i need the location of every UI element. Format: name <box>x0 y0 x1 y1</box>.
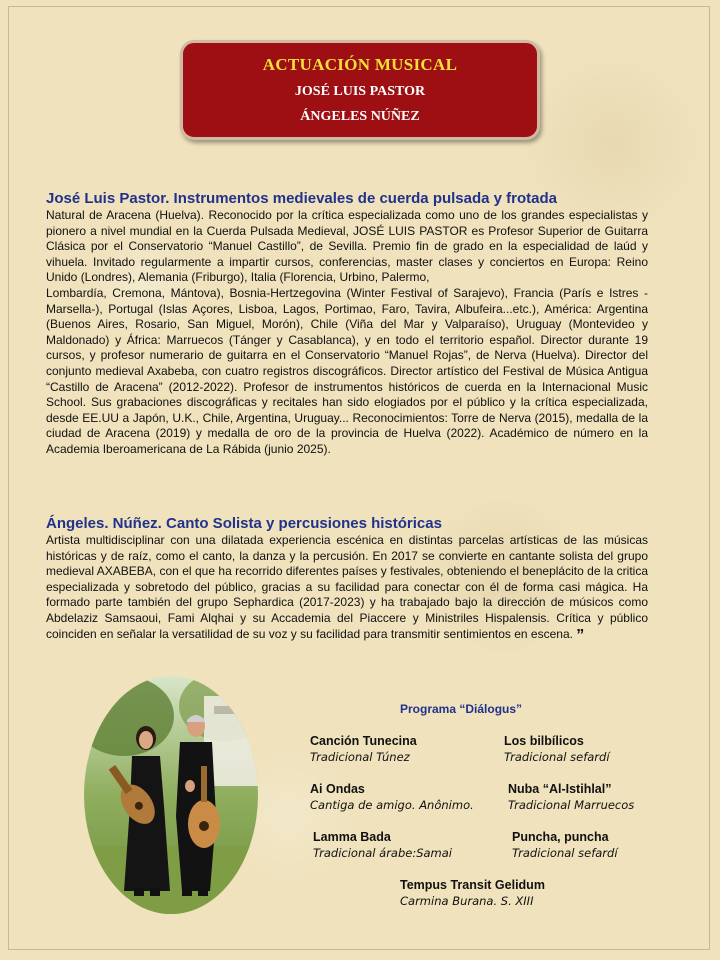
bio-1-paragraph-2: Lombardía, Cremona, Mántova), Bosnia-Hertzegovina (Winter Festival of Sarajevo), Francia (París e Istres -Marsella-), Portugal (Islas Açores, Lisboa, Lagos, Portimao, Faro, Tavira, Albufeira...etc.), América: Argentina (Buenos Aires, Rosario, San Miguel, Morón), Chile (Viña del Mar y Valparaíso), Uruguay (Montevideo y Maldonado) y África: Marruecos (Tánger y Casablanca), y en todo el territorio español. Director durante 19 cursos, y profesor numerario de guitarra en el Conservatorio “Manuel Rojas”, de Nerva (Huelva). Director del conjunto medieval Axabeba, con cuatro registros discográficos. Director artístico del Festival de Música Antigua “Castillo de Aracena” (2012-2022). Profesor de instrumentos históricos de cuerda en la Internacional Music School. Sus grabaciones discográficas y recitales han sido elogiados por el público y la crítica especializada, desde EE.UU a Japón, U.K., Chile, Argentina, Uruguay... Reconocimientos: Torre de Nerva (2015), medalla de la ciudad de Aracena (2019) y medalla de oro de la provincia de Huelva (2022). Académico de número en la Academia Iberoamericana de La Rábida (junio 2025). <box>46 285 648 456</box>
bio-2-body <box>46 533 648 643</box>
piece-title: Canción Tunecina <box>310 734 417 748</box>
piece-title: Ai Ondas <box>310 782 365 796</box>
bio-2-title: Ángeles. Núñez. Canto Solista y percusiones históricas <box>46 515 442 532</box>
bio-1-paragraph-1: Natural de Aracena (Huelva). Reconocido por la crítica especializada como uno de los grandes especialistas y pionero a nivel mundial en la Cuerda Pulsada Medieval, JOSÉ LUIS PASTOR es Profesor Superior de Guitarra Clásica por el Conservatorio “Manuel Castillo”, de Sevilla. Premio fin de grado en la especialidad de laúd y vihuela. Invitado regularmente a impartir cursos, conferencias, master clases y conciertos en Europa: Reino Unido (Londres), Alemania (Friburgo), Italia (Florencia, Urbino, Palermo, <box>46 208 648 285</box>
banner-performer-1: JOSÉ LUIS PASTOR <box>294 84 426 99</box>
program-piece <box>400 878 545 908</box>
bio-1-body <box>46 208 648 458</box>
piece-title: Los bilbílicos <box>504 734 584 748</box>
piece-credit: Tradicional Túnez <box>310 750 410 764</box>
program-piece <box>310 734 417 764</box>
program-piece <box>310 782 474 812</box>
program-piece <box>313 830 452 860</box>
program-piece <box>504 734 610 764</box>
program-title: Programa “Diálogus” <box>400 702 523 716</box>
banner-title: ACTUACIÓN MUSICAL <box>262 55 458 74</box>
piece-title: Puncha, puncha <box>512 830 609 844</box>
piece-credit: Tradicional sefardí <box>504 750 610 764</box>
piece-title: Nuba “Al-Istihlal” <box>508 782 612 796</box>
banner-performer-2: ÁNGELES NÚÑEZ <box>300 109 420 124</box>
bio-1-title: José Luis Pastor. Instrumentos medievales de cuerda pulsada y frotada <box>46 190 558 207</box>
piece-credit: Tradicional Marruecos <box>508 798 635 812</box>
piece-title: Lamma Bada <box>313 830 391 844</box>
program-piece <box>508 782 634 812</box>
title-banner <box>180 40 540 140</box>
piece-credit: Tradicional árabe:Samai <box>313 846 453 860</box>
piece-credit: Tradicional sefardí <box>512 846 618 860</box>
closing-quote: ” <box>576 626 585 644</box>
performers-illustration <box>84 676 258 914</box>
performers-photo <box>84 676 258 914</box>
bio-2-paragraph: Artista multidisciplinar con una dilatada experiencia escénica en distintas parcelas artísticas de las músicas históricas y de raíz, como el canto, la danza y la percusión. En 2017 se convierte en cantante solista del grupo medieval AXABEBA, con el que ha recorrido diferentes países y festivales, obteniendo el beneplácito de la critica especializada y sobretodo del público, gracias a su facilidad para conectar con él de forma casi mágica. Ha formado parte también del grupo Sephardica (2017-2023) y ha trabajado bajo la dirección de músicos como Abdelaziz Samsaoui, Fami Alqhai y su Accademia del Piaccere y Ministriles Hispalensis. Crítica y público coinciden en señalar la versatilidad de su voz y su facilidad para transmitir sentimientos en escena. <box>46 533 648 641</box>
program-piece <box>512 830 618 860</box>
piece-title: Tempus Transit Gelidum <box>400 878 545 892</box>
piece-credit: Cantiga de amigo. Anônimo. <box>310 798 474 812</box>
piece-credit: Carmina Burana. S. XIII <box>400 894 534 908</box>
